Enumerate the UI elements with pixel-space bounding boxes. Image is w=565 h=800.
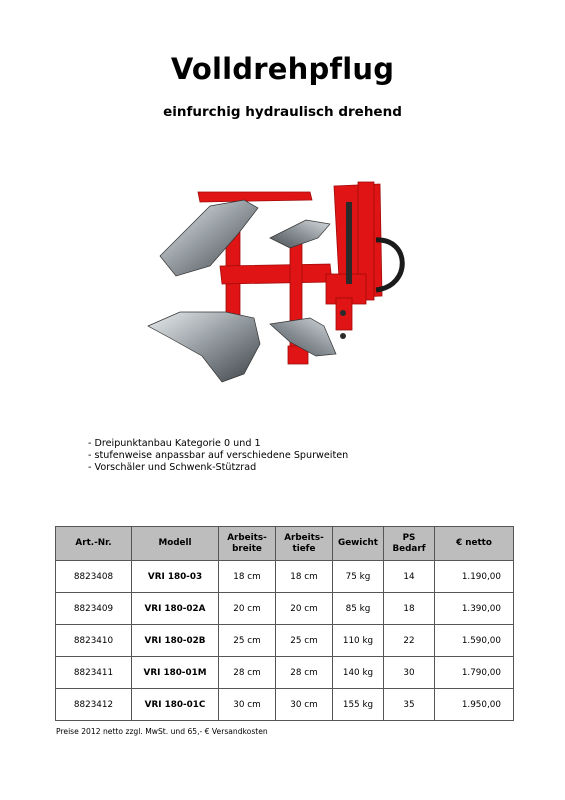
- cell-arbeitstiefe: 30 cm: [276, 689, 333, 721]
- cell-ps-bedarf: 22: [384, 625, 435, 657]
- feature-item: - Vorschäler und Schwenk-Stützrad: [88, 462, 257, 473]
- page-title: Volldrehpflug: [170, 52, 395, 86]
- cell-modell: VRI 180-01C: [132, 689, 219, 721]
- cell-modell: VRI 180-01M: [132, 657, 219, 689]
- feature-item: - Dreipunktanbau Kategorie 0 und 1: [88, 438, 261, 449]
- column-header-arbeitsbreite: Arbeits- breite: [219, 527, 276, 561]
- cell-arbeitstiefe: 28 cm: [276, 657, 333, 689]
- cell-ps-bedarf: 30: [384, 657, 435, 689]
- feature-list: [88, 438, 348, 474]
- column-header-arbeitstiefe: Arbeits- tiefe: [276, 527, 333, 561]
- cell-modell: VRI 180-02A: [132, 593, 219, 625]
- cell-ps-bedarf: 35: [384, 689, 435, 721]
- column-header-ps-bedarf: PS Bedarf: [384, 527, 435, 561]
- cell-preis: 1.390,00: [435, 593, 514, 625]
- cell-arbeitstiefe: 20 cm: [276, 593, 333, 625]
- table-row: [56, 561, 514, 593]
- cell-art-nr: 8823409: [56, 593, 132, 625]
- cell-arbeitsbreite: 30 cm: [219, 689, 276, 721]
- table-row: [56, 625, 514, 657]
- cell-art-nr: 8823410: [56, 625, 132, 657]
- cell-arbeitsbreite: 20 cm: [219, 593, 276, 625]
- cell-arbeitsbreite: 18 cm: [219, 561, 276, 593]
- column-header-modell: Modell: [132, 527, 219, 561]
- cell-modell: VRI 180-02B: [132, 625, 219, 657]
- cell-preis: 1.790,00: [435, 657, 514, 689]
- cell-gewicht: 140 kg: [333, 657, 384, 689]
- cell-preis: 1.590,00: [435, 625, 514, 657]
- cell-modell: VRI 180-03: [132, 561, 219, 593]
- price-table: [55, 526, 514, 721]
- feature-item: - stufenweise anpassbar auf verschiedene Spurweiten: [88, 450, 349, 461]
- cell-ps-bedarf: 18: [384, 593, 435, 625]
- cell-preis: 1.190,00: [435, 561, 514, 593]
- column-header-preis: € netto: [435, 527, 514, 561]
- price-footnote: Preise 2012 netto zzgl. MwSt. und 65,- € Versandkosten: [56, 727, 268, 736]
- cell-preis: 1.950,00: [435, 689, 514, 721]
- cell-ps-bedarf: 14: [384, 561, 435, 593]
- cell-art-nr: 8823412: [56, 689, 132, 721]
- table-row: [56, 657, 514, 689]
- page-subtitle: einfurchig hydraulisch drehend: [163, 104, 402, 120]
- table-row: [56, 689, 514, 721]
- cell-art-nr: 8823408: [56, 561, 132, 593]
- cell-gewicht: 85 kg: [333, 593, 384, 625]
- cell-gewicht: 110 kg: [333, 625, 384, 657]
- cell-arbeitsbreite: 28 cm: [219, 657, 276, 689]
- table-row: [56, 593, 514, 625]
- cell-gewicht: 155 kg: [333, 689, 384, 721]
- cell-gewicht: 75 kg: [333, 561, 384, 593]
- column-header-art-nr: Art.-Nr.: [56, 527, 132, 561]
- reversible-plough-photo: [140, 178, 420, 393]
- cell-arbeitsbreite: 25 cm: [219, 625, 276, 657]
- column-header-gewicht: Gewicht: [333, 527, 384, 561]
- cell-arbeitstiefe: 25 cm: [276, 625, 333, 657]
- cell-arbeitstiefe: 18 cm: [276, 561, 333, 593]
- cell-art-nr: 8823411: [56, 657, 132, 689]
- table-header-row: [56, 527, 514, 561]
